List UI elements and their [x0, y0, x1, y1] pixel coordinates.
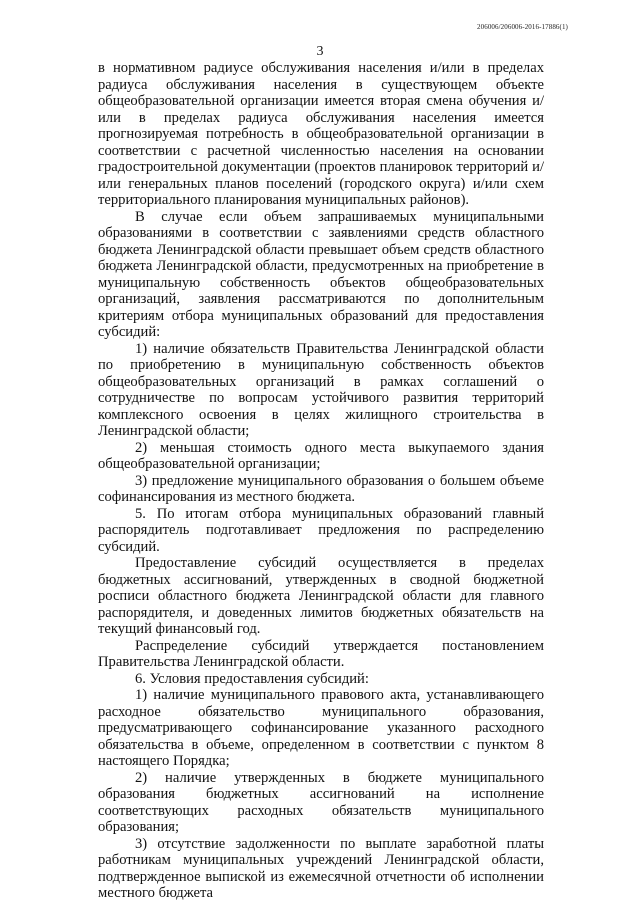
paragraph-continuation: в нормативном радиусе обслуживания населения и/или в пределах радиуса обслуживания населения в существующем объекте общеобразовательной организации имеется вторая смена обучения и/или в пределах радиуса обслуживания населения имеется прогнозируемая потребность в общеобразовательной организации в соответствии с расчетной численностью населения на основании градостроительной документации (проектов планировок территорий и/или генеральных планов поселений (городского округа) и/или схем территориального планирования муниципальных районов).	[98, 60, 544, 208]
paragraph-section-5: 5. По итогам отбора муниципальных образований главный распорядитель подготавливает предложения по распределению субсидий.	[98, 505, 544, 555]
list-item-condition-3: 3) отсутствие задолженности по выплате заработной платы работникам муниципальных учреждений Ленинградской области, подтвержденное выпиской из ежемесячной отчетности об исполнении местного бюджета	[98, 835, 544, 901]
list-item-condition-1: 1) наличие муниципального правового акта, устанавливающего расходное обязательство муниципального образования, предусматривающего софинансирование указанного расходного обязательства в объеме, определенном в соответствии с пунктом 8 настоящего Порядка;	[98, 687, 544, 769]
document-id: 206006/206006-2016-17886(1)	[477, 23, 568, 31]
body-text	[98, 60, 544, 902]
list-item-criterion-2: 2) меньшая стоимость одного места выкупаемого здания общеобразовательной организации;	[98, 439, 544, 472]
paragraph-budget-limits: Предоставление субсидий осуществляется в пределах бюджетных ассигнований, утвержденных в сводной бюджетной росписи областного бюджета Ленинградской области для главного распорядителя, и доведенных лимитов бюджетных обязательств на текущий финансовый год.	[98, 555, 544, 637]
list-item-criterion-3: 3) предложение муниципального образования о большем объеме софинансирования из местного бюджета.	[98, 472, 544, 505]
list-item-criterion-1: 1) наличие обязательств Правительства Ленинградской области по приобретению в муниципальную собственность объектов общеобразовательных организаций в рамках соглашений о сотрудничестве по вопросам устойчивого развития территорий комплексного освоения в целях жилищного строительства в Ленинградской области;	[98, 340, 544, 439]
paragraph-section-6-heading: 6. Условия предоставления субсидий:	[135, 670, 369, 687]
paragraph-additional-criteria: В случае если объем запрашиваемых муниципальными образованиями в соответствии с заявлениями средств областного бюджета Ленинградской области превышает объем средств областного бюджета Ленинградской области, предусмотренных на приобретение в муниципальную собственность объектов общеобразовательных организаций, заявления рассматриваются по дополнительным критериям отбора муниципальных образований для предоставления субсидий:	[98, 208, 544, 340]
page-number: 3	[316, 44, 324, 59]
paragraph-distribution: Распределение субсидий утверждается постановлением Правительства Ленинградской области.	[98, 637, 544, 670]
list-item-condition-2: 2) наличие утвержденных в бюджете муниципального образования бюджетных ассигнований на исполнение соответствующих расходных обязательств муниципального образования;	[98, 769, 544, 835]
